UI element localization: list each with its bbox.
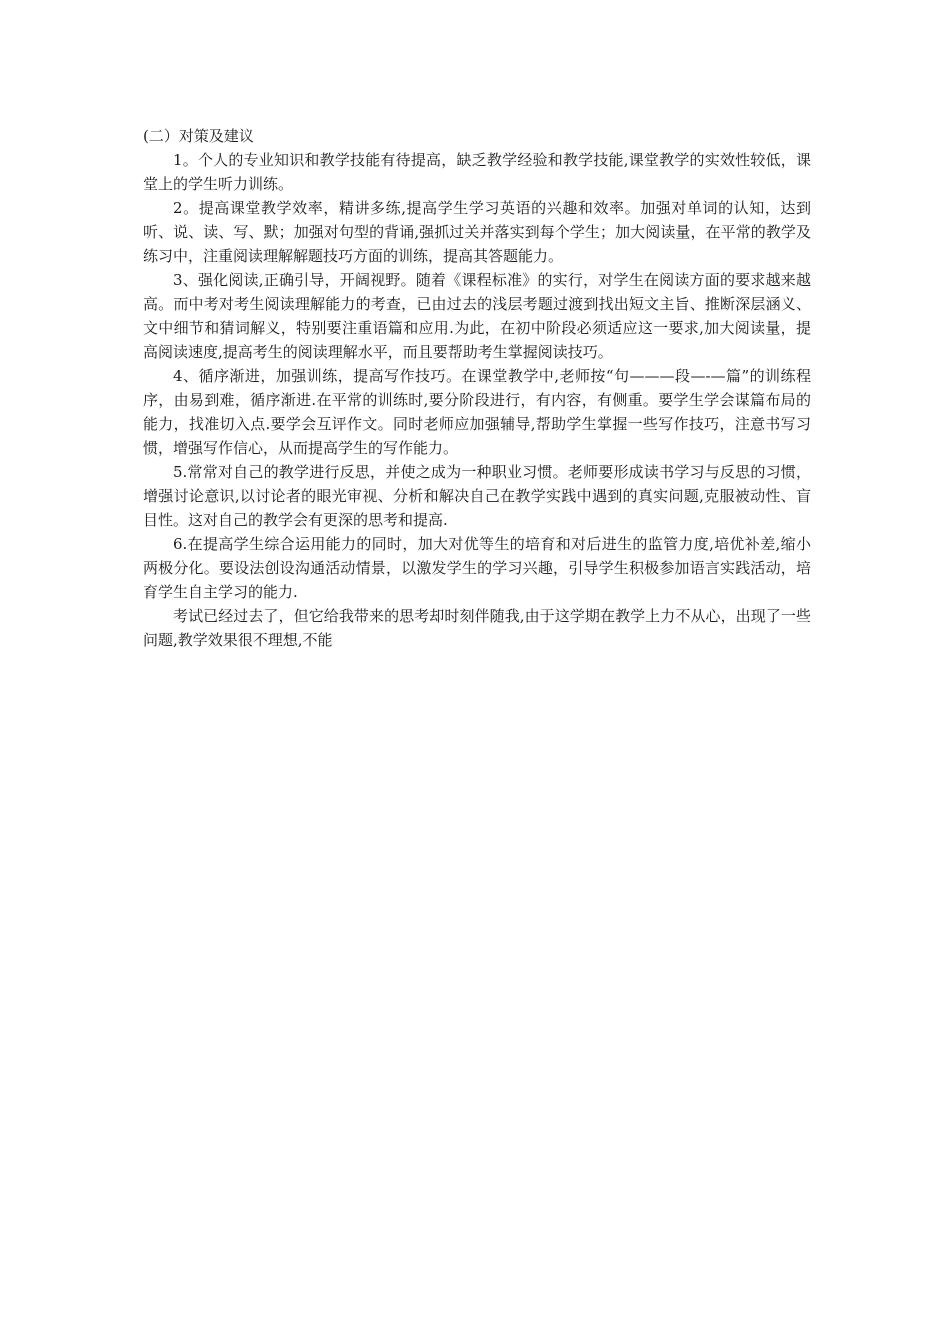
paragraph-4: 4、循序渐进，加强训练，提高写作技巧。在课堂教学中,老师按“句———段—-—篇”的训练程序，由易到难，循序渐进.在平常的训练时,要分阶段进行，有内容，有侧重。要学生学会谋篇布局的能力，找准切入点.要学会互评作文。同时老师应加强辅导,帮助学生掌握一些写作技巧，注意书写习惯，增强写作信心，从而提高学生的写作能力。 [143, 367, 811, 457]
section-heading: (二）对策及建议 [143, 127, 254, 145]
paragraph-closing: 考试已经过去了，但它给我带来的思考却时刻伴随我,由于这学期在教学上力不从心，出现了一些问题,教学效果很不理想,不能 [143, 607, 811, 649]
paragraph-5: 5.常常对自己的教学进行反思，并使之成为一种职业习惯。老师要形成读书学习与反思的习惯，增强讨论意识,以讨论者的眼光审视、分析和解决自己在教学实践中遇到的真实问题,克服被动性、盲目性。这对自己的教学会有更深的思考和提高. [143, 463, 811, 529]
document-body [143, 124, 811, 652]
paragraph-6: 6.在提高学生综合运用能力的同时，加大对优等生的培育和对后进生的监管力度,培优补差,缩小两极分化。要设法创设沟通活动情景，以激发学生的学习兴趣，引导学生积极参加语言实践活动，培育学生自主学习的能力. [143, 535, 811, 601]
paragraph-1: 1。个人的专业知识和教学技能有待提高，缺乏教学经验和教学技能,课堂教学的实效性较低，课堂上的学生听力训练。 [143, 151, 811, 193]
paragraph-2: 2。提高课堂教学效率，精讲多练,提高学生学习英语的兴趣和效率。加强对单词的认知，达到听、说、读、写、默；加强对句型的背诵,强抓过关并落实到每个学生；加大阅读量，在平常的教学及练习中，注重阅读理解解题技巧方面的训练，提高其答题能力。 [143, 199, 811, 265]
paragraph-3: 3、强化阅读,正确引导，开阔视野。随着《课程标准》的实行，对学生在阅读方面的要求越来越高。而中考对考生阅读理解能力的考查，已由过去的浅层考题过渡到找出短文主旨、推断深层涵义、文中细节和猜词解义，特别要注重语篇和应用.为此，在初中阶段必须适应这一要求,加大阅读量，提高阅读速度,提高考生的阅读理解水平，而且要帮助考生掌握阅读技巧。 [143, 271, 811, 361]
